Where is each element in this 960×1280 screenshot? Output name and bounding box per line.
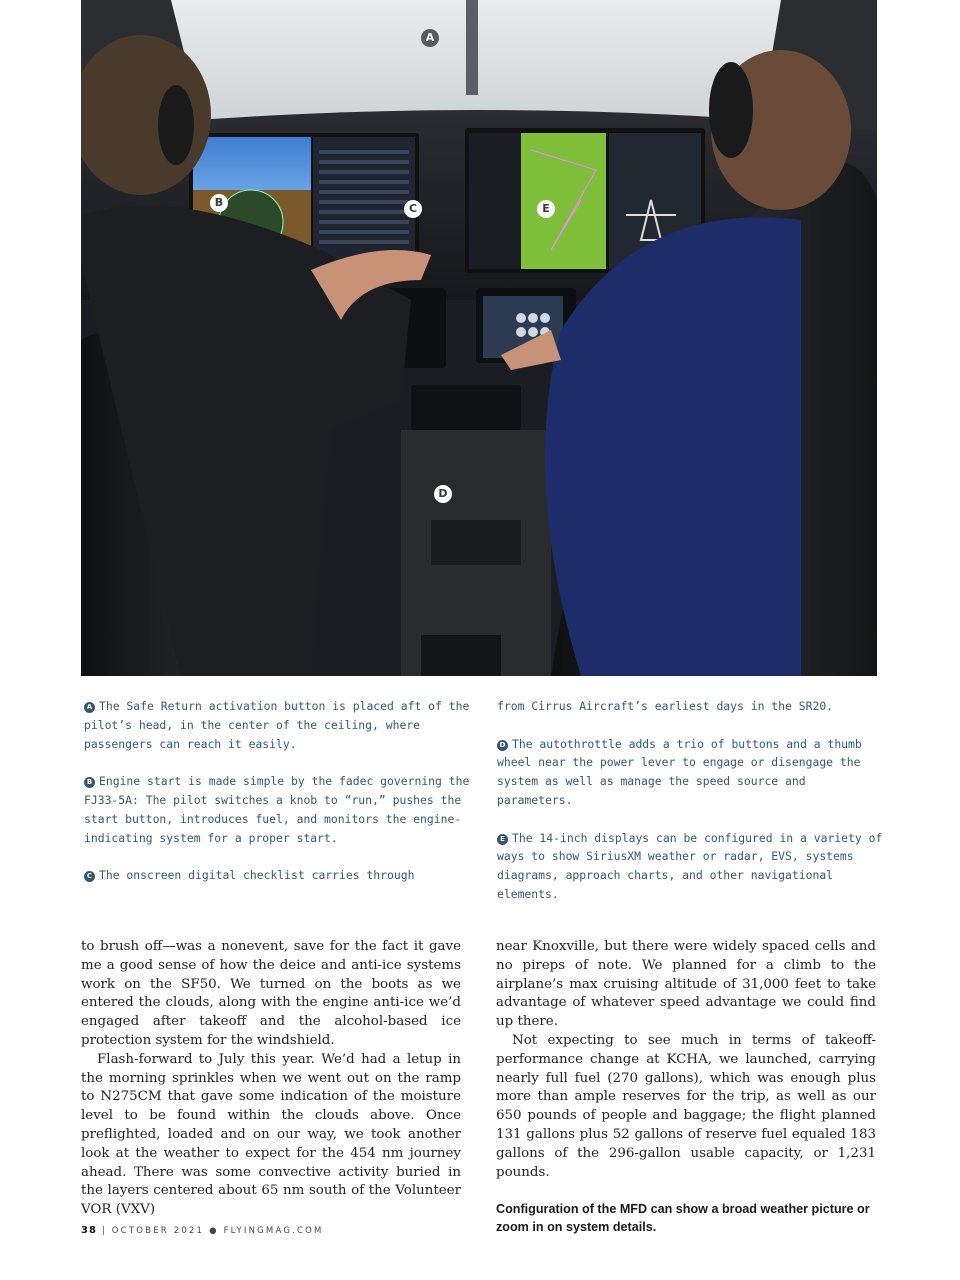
callout-marker-a: A [421, 29, 439, 47]
footer-site: FLYINGMAG.COM [223, 1226, 324, 1236]
callout-marker-e: E [537, 200, 555, 218]
callout-marker-b: B [210, 194, 228, 212]
caption-b [84, 772, 472, 847]
figure-caption: Configuration of the MFD can show a broad weather picture or zoom in on system details. [496, 1202, 870, 1235]
caption-c-continued: from Cirrus Aircraft’s earliest days in the SR20. [497, 699, 834, 713]
article-paragraph: to brush off—was a nonevent, save for the fact it gave me a good sense of how the deice and anti-ice systems work on the SF50. We turned on the boots as we entered the clouds, along with the engine anti-ice we’d engaged after takeoff and the alcohol-based ice protection system for the windshield. [81, 939, 461, 1048]
footer-bullet-icon: ● [209, 1226, 224, 1236]
captions-left-column [84, 697, 472, 904]
caption-d-text: The autothrottle adds a trio of buttons and a thumb wheel near the power lever to engage or disengage the system as well as manage the speed source and parameters. [497, 736, 862, 807]
captions-right-column [497, 697, 885, 923]
caption-badge-b: B [84, 777, 95, 788]
caption-d [497, 735, 885, 810]
article-paragraph: Flash-forward to July this year. We’d had a letup in the morning sprinkles when we went out on the ramp to N275CM that gave some indication of the moisture level to be found within the clouds above. Once preflighted, loaded and on our way, we took another look at the weather to expect for the 454 nm journey ahead. There was some convective activity buried in the layers centered about 65 nm south of the Volunteer VOR (VXV) [81, 1051, 461, 1218]
callout-marker-c: C [404, 200, 422, 218]
caption-e [497, 829, 885, 904]
caption-badge-d: D [497, 740, 508, 751]
caption-a-text: The Safe Return activation button is placed aft of the pilot’s head, in the center of the ceiling, where passengers can reach it easily. [84, 699, 470, 751]
caption-badge-e: E [497, 834, 508, 845]
caption-c [84, 866, 472, 885]
article-right-column [496, 938, 876, 1236]
cockpit-illustration [81, 0, 877, 676]
caption-a [84, 697, 472, 753]
callout-marker-d: D [434, 485, 452, 503]
caption-b-text: Engine start is made simple by the fadec governing the FJ33-5A: The pilot switches a knob to “run,” pushes the start button, introduces fuel, and monitors the engine-indicating system for a proper start. [84, 774, 470, 845]
footer-separator: | [101, 1226, 112, 1236]
cockpit-photo [81, 0, 877, 676]
page-number: 38 [81, 1225, 97, 1236]
article-left-column [81, 938, 461, 1220]
article-paragraph: Not expecting to see much in terms of takeoff-performance change at KCHA, we launched, carrying nearly full fuel (270 gallons), which was enough plus more than ample reserves for the trip, as well as our 650 pounds of people and baggage; the flight planned 131 gallons plus 52 gallons of reserve fuel equaled 183 gallons of the 296-gallon usable capacity, or 1,231 pounds. [496, 1032, 876, 1180]
article-paragraph: near Knoxville, but there were widely spaced cells and no pireps of note. We planned for a climb to the airplane’s max cruising altitude of 31,000 feet to take advantage of whatever speed advantage we could find up there. [496, 939, 876, 1030]
page-footer [81, 1225, 324, 1236]
caption-e-text: The 14-inch displays can be configured in a variety of ways to show SiriusXM weather or radar, EVS, systems diagrams, approach charts, and other navigational elements. [497, 830, 883, 901]
caption-badge-c: C [84, 871, 95, 882]
caption-c-text: The onscreen digital checklist carries through [99, 868, 415, 883]
caption-badge-a: A [84, 702, 95, 713]
footer-issue: OCTOBER 2021 [111, 1226, 205, 1236]
